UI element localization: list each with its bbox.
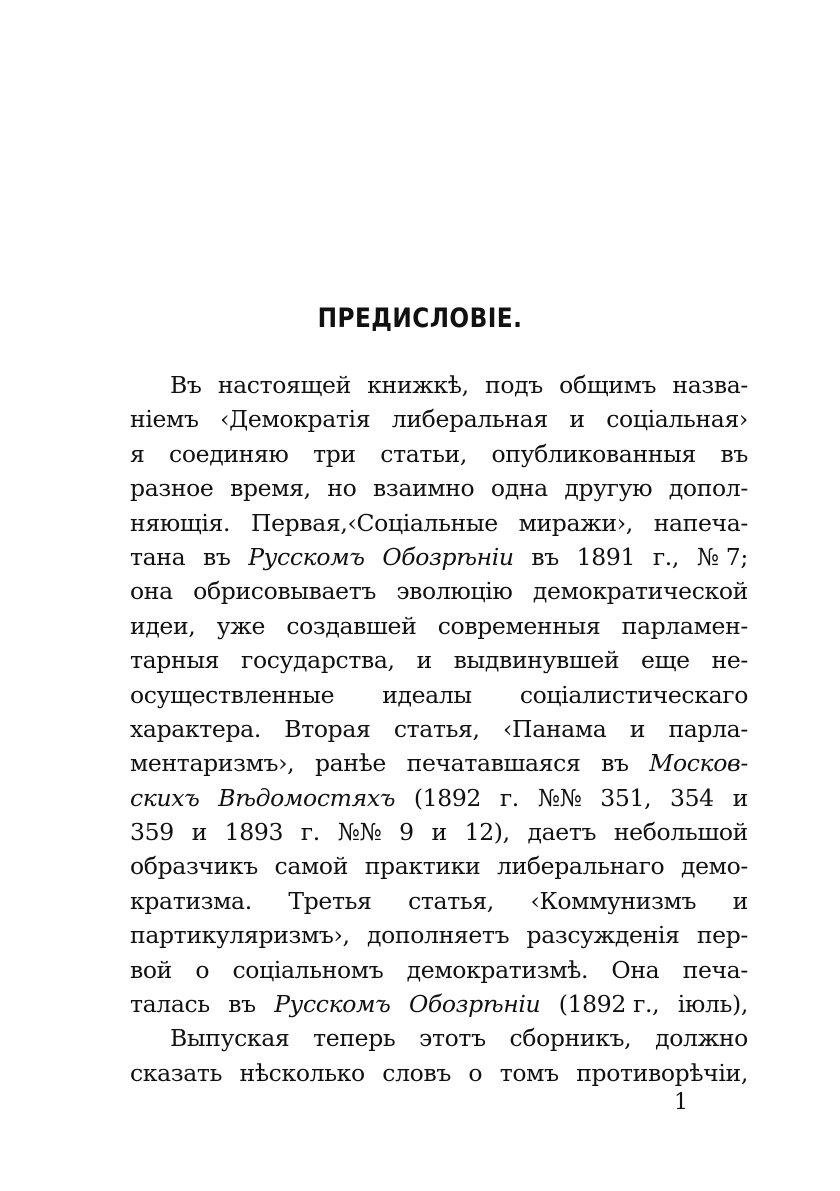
word: няющія.: [130, 508, 231, 537]
word: печатавшаяся: [406, 749, 581, 778]
word: партикуляризмъ›,: [130, 921, 350, 950]
word: Въ: [170, 371, 202, 399]
word: дополняетъ: [366, 921, 510, 950]
word: и: [416, 646, 432, 675]
word: государства,: [240, 646, 395, 675]
word: этотъ: [419, 1024, 486, 1053]
text-line: [130, 953, 748, 987]
word: въ: [228, 990, 256, 1019]
word: книжкѣ,: [367, 371, 469, 399]
text-line: [130, 678, 748, 712]
word: вой: [130, 955, 172, 984]
text-line: [130, 506, 748, 540]
word: еще: [641, 646, 690, 675]
word: г.,: [652, 542, 680, 571]
word: въ: [203, 542, 231, 571]
word: г.: [499, 783, 519, 812]
word: г.: [300, 818, 320, 847]
body-text: [130, 368, 748, 1090]
word: 12),: [464, 818, 510, 847]
word: парла-: [668, 714, 748, 743]
word: назва-: [672, 371, 748, 399]
text-line: [130, 540, 748, 574]
word: скихъ: [130, 783, 200, 812]
word: должно: [655, 1024, 748, 1053]
word: общимъ: [559, 371, 657, 399]
word: одна: [490, 474, 548, 503]
word: ‹Коммунизмъ: [530, 886, 697, 915]
word: напеча-: [653, 508, 748, 537]
word: либеральнаго: [496, 852, 665, 881]
word: соединяю: [169, 439, 289, 468]
word: нѣсколько: [239, 1058, 365, 1087]
word: талась: [130, 990, 210, 1019]
text-line: [130, 987, 748, 1021]
word: демократизмѣ.: [406, 955, 589, 984]
word: и: [629, 714, 646, 743]
word: ніемъ: [130, 405, 199, 434]
text-line: [130, 437, 748, 471]
text-line: [130, 1021, 748, 1055]
word: подъ: [485, 371, 543, 399]
word: №№: [337, 818, 382, 847]
word: теперь: [313, 1024, 396, 1053]
word: 354: [669, 783, 714, 812]
word: соціальномъ: [232, 955, 384, 984]
word: 9: [399, 818, 414, 847]
word: образчикъ: [130, 852, 258, 881]
word: 359: [130, 818, 174, 847]
word: сказать: [130, 1058, 223, 1087]
word: печа-: [682, 955, 748, 984]
word: ранѣе: [314, 749, 386, 778]
text-line: [130, 368, 748, 402]
word: ‹Панама: [503, 714, 607, 743]
word: статья,: [408, 886, 494, 915]
word: № 7;: [696, 542, 748, 571]
text-line: [130, 1056, 748, 1090]
word: кратизма.: [130, 886, 252, 915]
word: соціалистическаго: [519, 680, 748, 709]
word: противорѣчіи,: [576, 1058, 748, 1087]
word: самой: [274, 852, 349, 881]
word: и: [431, 818, 447, 847]
text-line: [130, 849, 748, 883]
word: тарныя: [130, 646, 220, 675]
word: пер-: [696, 921, 748, 950]
word: Вѣдомостяхъ: [218, 783, 396, 812]
word: въ: [720, 439, 748, 468]
word: разное: [130, 474, 214, 503]
word: обрисовываетъ: [193, 577, 376, 606]
word: Выпуская: [170, 1024, 290, 1053]
text-line: [130, 884, 748, 918]
text-line: [130, 402, 748, 436]
word: Русскомъ: [248, 542, 365, 571]
word: Обозрѣніи: [382, 542, 514, 571]
word: и: [732, 783, 748, 812]
word: разсужденія: [526, 921, 680, 950]
word: и: [732, 886, 748, 915]
text-line: [130, 471, 748, 505]
word: ‹Демократія: [220, 405, 371, 434]
word: соціальная›: [606, 405, 748, 434]
word: тана: [130, 542, 186, 571]
page-number: 1: [674, 1090, 688, 1115]
word: опубликованныя: [491, 439, 696, 468]
word: Москов-: [649, 749, 748, 778]
word: ментаризмъ›,: [130, 749, 295, 778]
word: демо-: [680, 852, 748, 881]
word: миражи›,: [518, 508, 633, 537]
word: идеалы: [382, 680, 472, 709]
word: и: [191, 818, 207, 847]
text-line: [130, 643, 748, 677]
text-line: [130, 712, 748, 746]
text-line: [130, 574, 748, 608]
word: парламен-: [621, 611, 748, 640]
word: томъ: [499, 1058, 559, 1087]
text-line: [130, 781, 748, 815]
word: Первая,‹Соціальные: [250, 508, 498, 537]
word: современныя: [437, 611, 601, 640]
word: (1892 г.,: [558, 990, 660, 1019]
word: уже: [216, 611, 266, 640]
word: практики: [364, 852, 481, 881]
word: создавшей: [286, 611, 417, 640]
word: 1891: [576, 542, 636, 571]
word: характера.: [130, 714, 261, 743]
word: допол-: [668, 474, 748, 503]
word: она: [130, 577, 173, 606]
word: другую: [564, 474, 653, 503]
word: въ: [531, 542, 559, 571]
word: статья,: [393, 714, 480, 743]
word: въ: [601, 749, 629, 778]
text-line: [130, 746, 748, 780]
word: и: [569, 405, 585, 434]
word: три: [313, 439, 356, 468]
word: о: [195, 955, 210, 984]
word: но: [327, 474, 357, 503]
word: Вторая: [284, 714, 371, 743]
text-line: [130, 609, 748, 643]
word: Русскомъ: [274, 990, 391, 1019]
word: сборникъ,: [509, 1024, 632, 1053]
word: статьи,: [380, 439, 467, 468]
word: демократической: [532, 577, 748, 606]
word: взаимно: [372, 474, 475, 503]
text-line: [130, 815, 748, 849]
word: не-: [711, 646, 748, 675]
word: осуществленные: [130, 680, 335, 709]
word: 351,: [600, 783, 652, 812]
word: (1892: [413, 783, 482, 812]
word: время,: [230, 474, 311, 503]
word: Она: [611, 955, 660, 984]
word: словъ: [382, 1058, 451, 1087]
word: Третья: [288, 886, 372, 915]
word: 1893: [224, 818, 284, 847]
word: даетъ: [527, 818, 597, 847]
word: Обозрѣніи: [408, 990, 541, 1019]
word: настоящей: [217, 371, 351, 399]
word: я: [130, 439, 145, 468]
text-line: [130, 918, 748, 952]
word: о: [468, 1058, 483, 1087]
word: либеральная: [391, 405, 548, 434]
word: іюль),: [677, 990, 748, 1019]
word: небольшой: [613, 818, 748, 847]
page-heading: ПРЕДИСЛОВІЕ.: [317, 303, 523, 334]
word: эволюцію: [396, 577, 513, 606]
word: №№: [537, 783, 582, 812]
word: выдвинувшей: [453, 646, 620, 675]
word: идеи,: [130, 611, 196, 640]
